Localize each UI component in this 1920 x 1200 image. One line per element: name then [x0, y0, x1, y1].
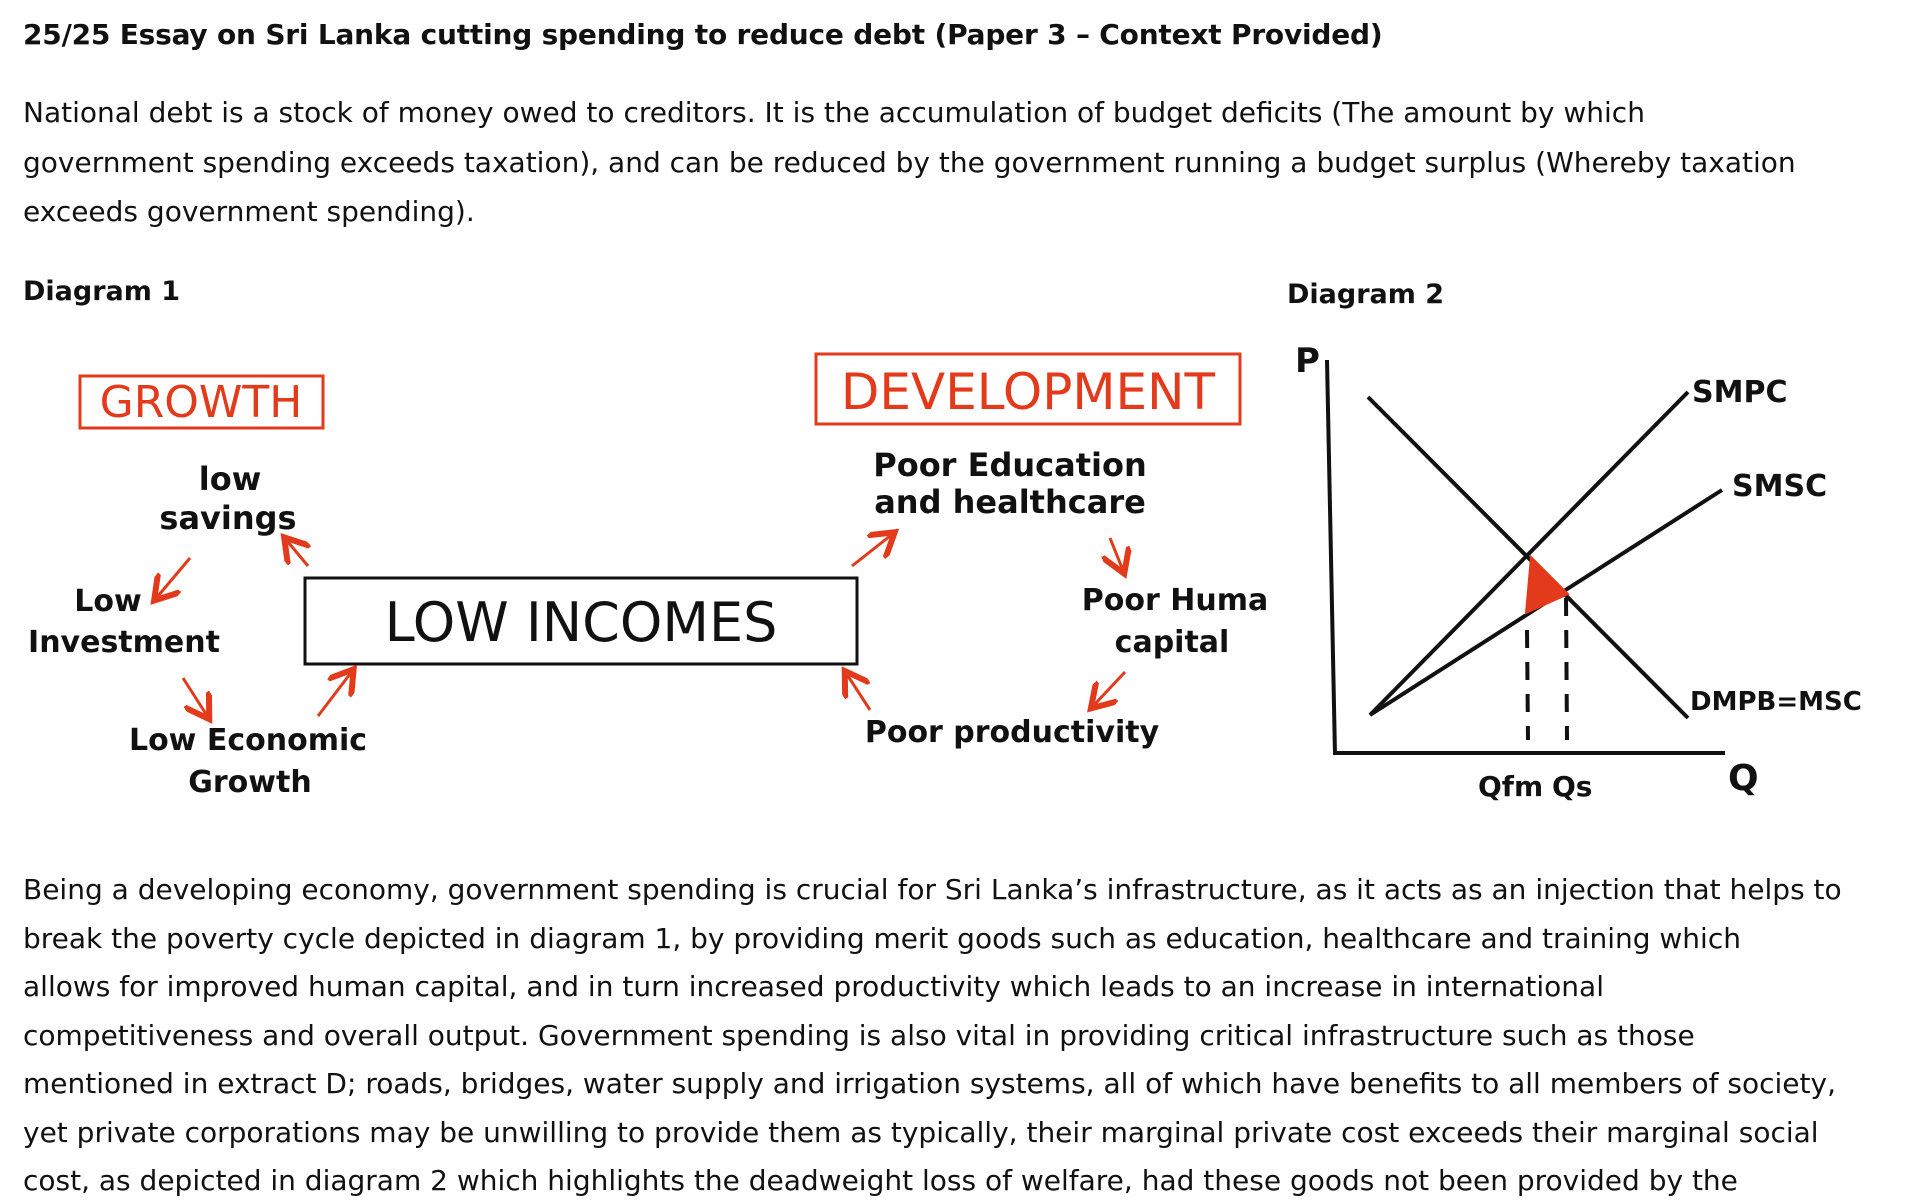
low-savings-label: low	[198, 460, 262, 498]
curves	[1368, 392, 1722, 718]
smsc-label: SMSC	[1732, 469, 1828, 504]
low-economic-growth-label: Growth	[188, 765, 312, 800]
body-paragraph	[23, 866, 1920, 1200]
body-line: yet private corporations may be unwilling to provide them as typically, their marginal private cost exceeds their marginal social	[23, 1115, 1819, 1149]
p-axis-label: P	[1295, 341, 1320, 381]
document-title: 25/25 Essay on Sri Lanka cutting spending to reduce debt (Paper 3 – Context Provided)	[23, 18, 1383, 51]
body-line: mentioned in extract D; roads, bridges, water supply and irrigation systems, all of which have benefits to all members of society,	[23, 1067, 1836, 1100]
low-investment-label: Low	[74, 584, 142, 619]
intro-line: government spending exceeds taxation), and can be reduced by the government running a budget surplus (Whereby taxation	[23, 145, 1796, 179]
diagram1-label: Diagram 1	[23, 276, 181, 307]
poor-education-label: Poor Education	[873, 446, 1147, 484]
arrow-savings-to-investment	[158, 558, 190, 596]
intro-line: exceeds government spending).	[23, 195, 475, 228]
body-line: competitiveness and overall output. Government spending is also vital in providing critical infrastructure such as those	[23, 1018, 1695, 1052]
low-economic-growth-label: Low Economic	[128, 723, 368, 758]
low-incomes-label: LOW INCOMES	[384, 591, 778, 654]
low-savings-label: savings	[159, 499, 297, 537]
arrow-investment-to-growth	[183, 678, 206, 714]
growth-label: GROWTH	[99, 377, 303, 428]
arrow-savings-to-incomes	[288, 542, 308, 566]
body-line: cost, as depicted in diagram 2 which highlights the deadweight loss of welfare, had these goods not been provided by the	[23, 1164, 1738, 1197]
qs-label: Qs	[1552, 770, 1593, 803]
arrow-productivity-to-incomes	[848, 676, 870, 710]
poor-human-capital-label: Poor Huma	[1081, 583, 1269, 618]
quantity-guides	[1527, 598, 1567, 740]
demand-msc-label: DMPB=MSC	[1690, 687, 1862, 717]
poor-productivity-label: Poor productivity	[864, 715, 1160, 750]
smpc-label: SMPC	[1692, 375, 1788, 410]
body-line: allows for improved human capital, and in turn increased productivity which leads to an increase in international	[23, 970, 1604, 1003]
diagram2-market-diagram	[1270, 330, 1920, 830]
qfm-label: Qfm	[1478, 770, 1544, 803]
diagram2-label: Diagram 2	[1287, 279, 1445, 310]
qs-dashed-line	[1566, 598, 1567, 740]
development-box	[816, 354, 1240, 424]
arrow-incomes-to-education	[852, 536, 890, 566]
deadweight-loss-triangle	[1526, 557, 1568, 613]
qfm-dashed-line	[1527, 630, 1528, 740]
diagram1-poverty-cycle	[0, 330, 1270, 830]
intro-paragraph	[23, 88, 1913, 237]
q-axis-label: Q	[1728, 758, 1759, 799]
low-incomes-box	[305, 578, 857, 664]
arrow-education-to-human-capital	[1110, 538, 1122, 568]
growth-box	[80, 376, 323, 428]
intro-line: National debt is a stock of money owed to creditors. It is the accumulation of budget deficits (The amount by which	[23, 96, 1645, 129]
body-line: Being a developing economy, government spending is crucial for Sri Lanka’s infrastructure, as it acts as an injection that helps to	[23, 873, 1842, 906]
development-label: DEVELOPMENT	[840, 363, 1216, 421]
low-investment-label: Investment	[28, 625, 220, 660]
arrow-growth-to-incomes	[318, 674, 350, 716]
arrow-human-capital-to-productivity	[1095, 672, 1125, 704]
body-line: break the poverty cycle depicted in diagram 1, by providing merit goods such as education, healthcare and training which	[23, 921, 1741, 955]
y-axis	[1327, 360, 1335, 755]
poor-education-label: and healthcare	[874, 483, 1146, 521]
poor-human-capital-label: capital	[1114, 625, 1230, 660]
